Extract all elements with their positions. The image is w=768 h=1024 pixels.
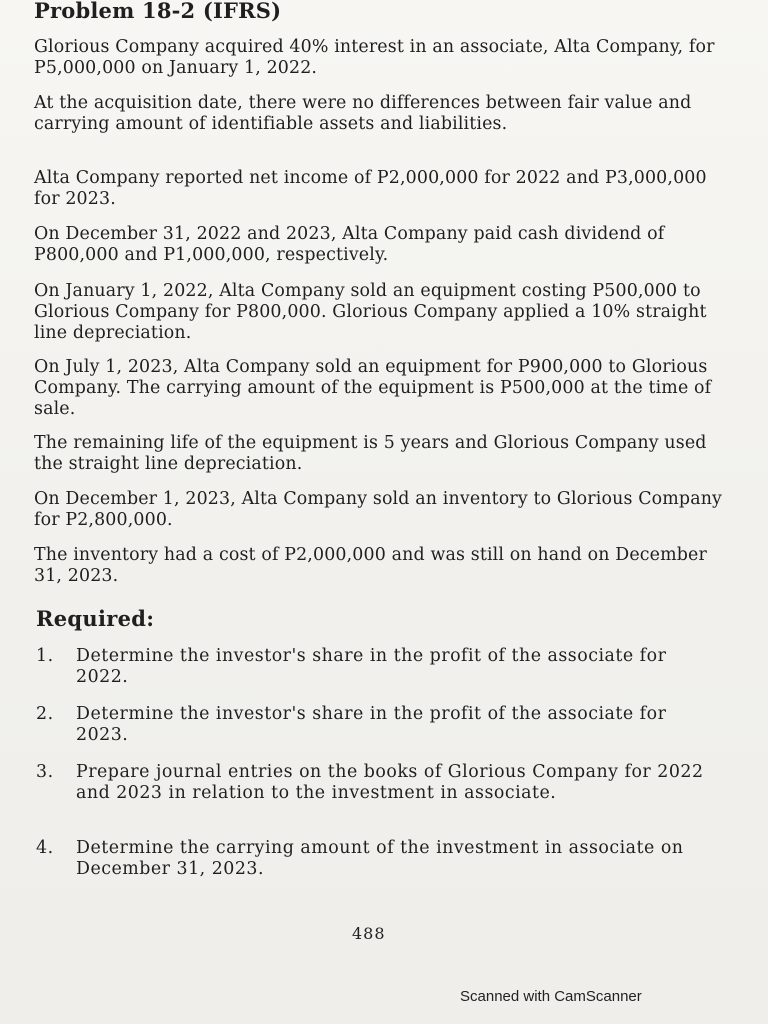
requirement-number: 2.	[36, 704, 54, 724]
page-number: 488	[352, 924, 386, 943]
paragraph-equipment-2022: On January 1, 2022, Alta Company sold an equipment costing P500,000 to Glorious Company for P800,000. Glorious Company applied a 10% straight line depreciation.	[34, 281, 707, 343]
requirement-item	[36, 646, 716, 690]
paragraph-acquisition: Glorious Company acquired 40% interest in an associate, Alta Company, for P5,000,000 on January 1, 2022.	[34, 37, 715, 78]
camscanner-watermark: Scanned with CamScanner	[460, 988, 642, 1005]
requirement-item	[36, 838, 716, 882]
required-heading: Required:	[36, 606, 155, 631]
requirement-text: Prepare journal entries on the books of Glorious Company for 2022 and 2023 in relation to the investment in associate.	[76, 762, 704, 803]
paragraph-inventory-sale: On December 1, 2023, Alta Company sold an inventory to Glorious Company for P2,800,000.	[34, 489, 723, 530]
paragraph-inventory-cost: The inventory had a cost of P2,000,000 and was still on hand on December 31, 2023.	[34, 545, 707, 586]
requirement-text: Determine the investor's share in the profit of the associate for 2023.	[76, 704, 667, 745]
requirement-number: 1.	[36, 646, 54, 666]
paragraph-remaining-life: The remaining life of the equipment is 5 years and Glorious Company used the straight line depreciation.	[34, 433, 707, 474]
requirement-number: 3.	[36, 762, 54, 782]
requirement-item	[36, 704, 716, 748]
requirement-text: Determine the investor's share in the profit of the associate for 2022.	[76, 646, 667, 687]
paragraph-dividends: On December 31, 2022 and 2023, Alta Company paid cash dividend of P800,000 and P1,000,000, respectively.	[34, 224, 665, 265]
requirement-number: 4.	[36, 838, 54, 858]
requirement-text: Determine the carrying amount of the investment in associate on December 31, 2023.	[76, 838, 684, 879]
paragraph-net-income: Alta Company reported net income of P2,000,000 for 2022 and P3,000,000 for 2023.	[34, 168, 707, 209]
problem-title: Problem 18-2 (IFRS)	[34, 0, 282, 23]
paragraph-fair-value: At the acquisition date, there were no differences between fair value and carrying amount of identifiable assets and liabilities.	[34, 93, 692, 134]
paragraph-equipment-2023: On July 1, 2023, Alta Company sold an equipment for P900,000 to Glorious Company. The carrying amount of the equipment is P500,000 at the time of sale.	[34, 357, 712, 419]
requirement-item	[36, 762, 716, 828]
